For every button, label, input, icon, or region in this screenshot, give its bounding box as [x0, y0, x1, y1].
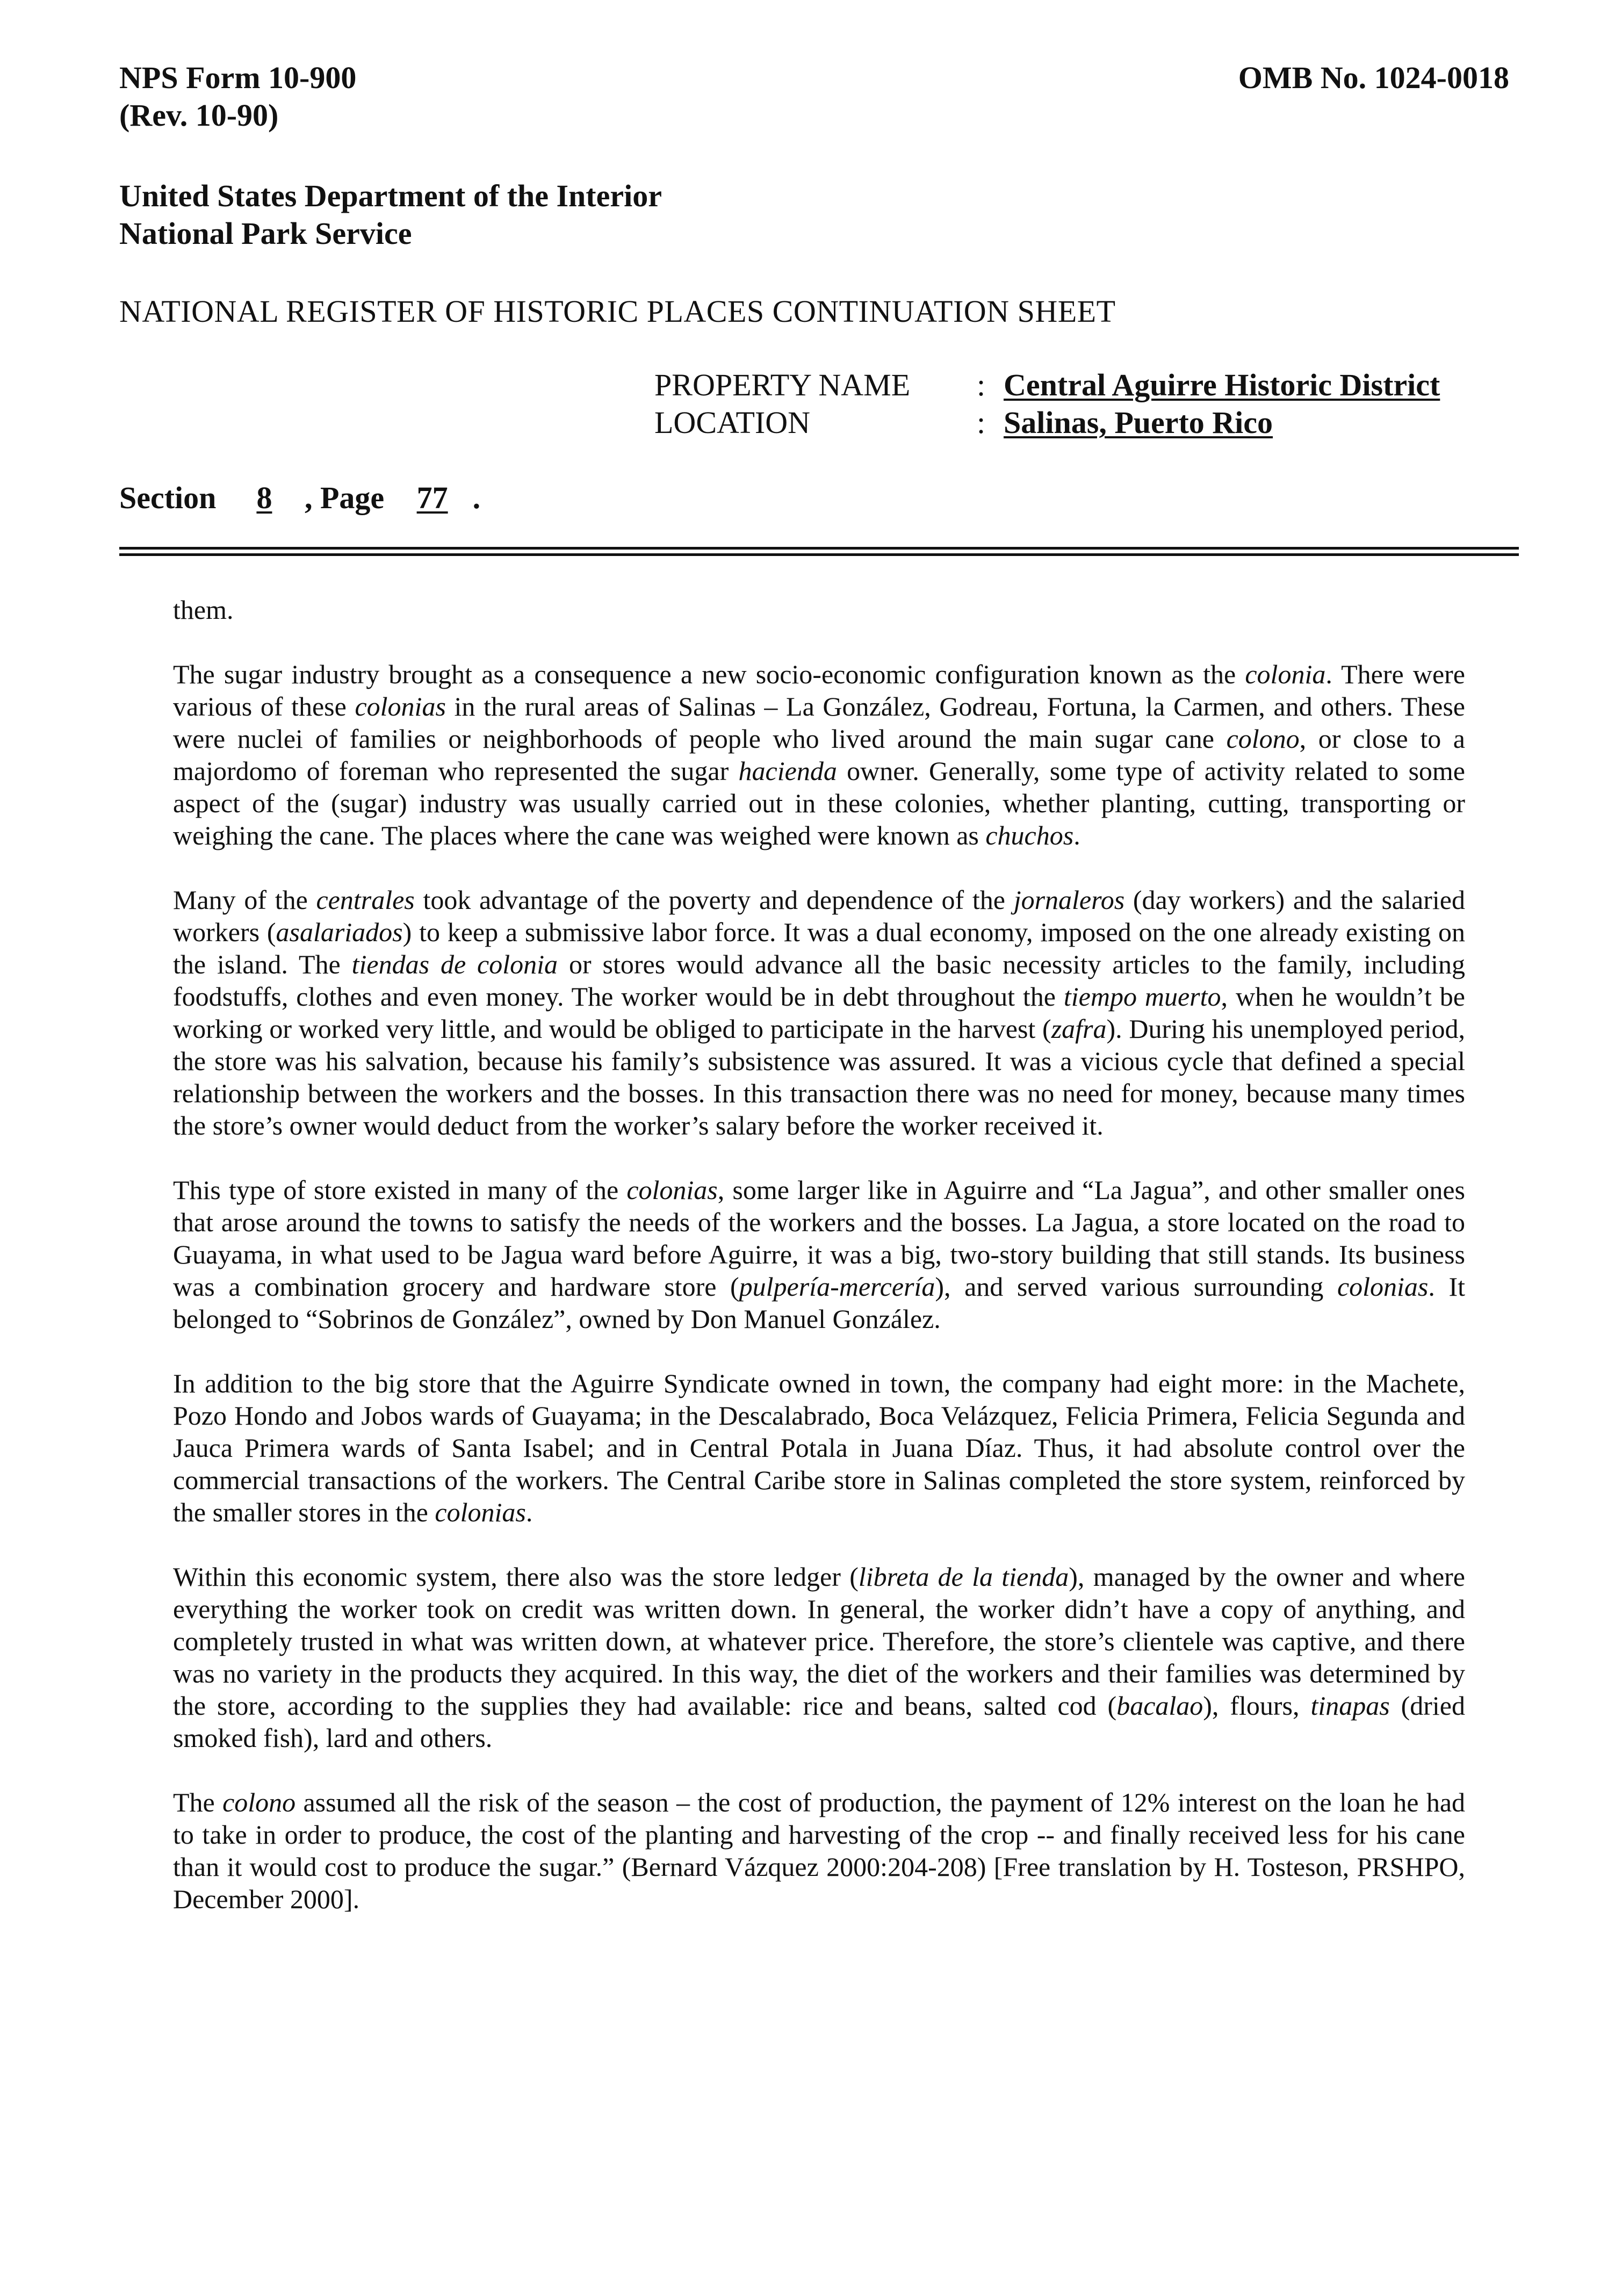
italic-term: colonia — [1245, 659, 1326, 689]
body-paragraph — [173, 1174, 1465, 1335]
form-number: NPS Form 10-900 — [119, 60, 357, 95]
text-run: . — [1073, 820, 1080, 850]
body-paragraph — [173, 658, 1465, 851]
section-separator: , — [304, 480, 313, 515]
agency-block — [119, 177, 662, 252]
property-name-label: PROPERTY NAME — [654, 367, 911, 402]
text-run: , some larger like in Aguirre and “La Jagua”, and other smaller ones that arose around the towns to satisfy the needs of the workers and the bosses. La Jagua, a store located on the road to Guayama, in what used to be Jagua ward before Aguirre, it was a big, two-story building that still stands. Its business was a combination grocery and hardware store ( — [173, 1175, 1466, 1302]
department-name: United States Department of the Interior — [119, 178, 662, 213]
text-run: owner. Generally, some type of activity related to some aspect of the (sugar) industry was usually carried out in these colonies, whether planting, cutting, transporting or weighing the cane. The places where the cane was weighed were known as — [173, 756, 1465, 850]
section-page-line — [119, 479, 480, 517]
italic-term: colonias — [626, 1175, 718, 1205]
location-label: LOCATION — [654, 405, 810, 440]
italic-term: tiendas de colonia — [351, 949, 558, 979]
page-terminator: . — [472, 480, 481, 515]
location-value: Salinas, Puerto Rico — [1004, 405, 1273, 440]
body-paragraph — [173, 1561, 1465, 1754]
text-run: in the rural areas of Salinas – La González, Godreau, Fortuna, la Carmen, and others. These were nuclei of families or neighborhoods of people who lived around the main sugar cane — [173, 691, 1466, 754]
property-info — [654, 366, 1440, 442]
text-run: (dried smoked fish), lard and others. — [173, 1691, 1465, 1753]
italic-term: hacienda — [738, 756, 837, 786]
italic-term: pulpería-mercería — [739, 1272, 935, 1302]
text-run: ). During his unemployed period, the store was his salvation, because his family’s subsistence was assured. It was a vicious cycle that defined a special relationship between the workers and the bosses. In this transaction there was no need for money, because many times the store’s owner would deduct from the worker’s salary before the worker received it. — [173, 1014, 1465, 1140]
page-label: Page — [320, 480, 385, 515]
text-run: The sugar industry brought as a consequence a new socio-economic configuration known as the — [173, 659, 1245, 689]
italic-term: tiempo muerto — [1063, 981, 1221, 1012]
text-run: them. — [173, 595, 234, 625]
text-run: . There were various of these — [173, 659, 1465, 721]
omb-number: OMB No. 1024-0018 — [1238, 60, 1509, 95]
text-run: ), and served various surrounding — [935, 1272, 1337, 1302]
italic-term: centrales — [316, 885, 415, 915]
text-run: or stores would advance all the basic necessity articles to the family, including foodstuffs, clothes and even money. The worker would be in debt throughout the — [173, 949, 1465, 1012]
body-paragraph — [173, 1367, 1465, 1528]
text-run: The — [173, 1787, 223, 1817]
italic-term: libreta de la tienda — [858, 1562, 1069, 1592]
section-label: Section — [119, 480, 217, 515]
form-identifier — [119, 59, 356, 134]
italic-term: zafra — [1051, 1014, 1107, 1044]
form-title: NATIONAL REGISTER OF HISTORIC PLACES CONTINUATION SHEET — [119, 294, 1116, 329]
agency-name: National Park Service — [119, 216, 412, 251]
italic-term: colono — [1226, 724, 1300, 754]
body-paragraph — [173, 884, 1465, 1142]
form-revision: (Rev. 10-90) — [119, 98, 279, 133]
header-rule-top — [119, 547, 1519, 550]
text-run: , or close to a majordomo of foreman who represented the sugar — [173, 724, 1465, 786]
italic-term: colonias — [355, 691, 446, 721]
italic-term: colono — [222, 1787, 296, 1817]
text-run: This type of store existed in many of the — [173, 1175, 627, 1205]
property-name-value: Central Aguirre Historic District — [1004, 367, 1440, 402]
text-run: took advantage of the poverty and dependence of the — [414, 885, 1014, 915]
text-run: assumed all the risk of the season – the cost of production, the payment of 12% interest on the loan he had to take in order to produce, the cost of the planting and harvesting of the crop -- and finally received less for his cane than it would cost to produce the sugar.” (Bernard Vázquez 2000:204-208) [Free translation by H. Tosteson, PRSHPO, December 2000]. — [173, 1787, 1466, 1914]
italic-term: tinapas — [1310, 1691, 1390, 1721]
property-name-colon: : — [977, 367, 986, 402]
italic-term: jornaleros — [1013, 885, 1125, 915]
section-number: 8 — [256, 480, 272, 515]
location-row — [654, 404, 1440, 442]
italic-term: colonias — [1337, 1272, 1429, 1302]
italic-term: bacalao — [1116, 1691, 1203, 1721]
page-number: 77 — [416, 480, 448, 515]
property-name-row — [654, 366, 1440, 404]
body-paragraph — [173, 594, 1465, 626]
italic-term: colonias — [435, 1497, 526, 1527]
text-run: Within this economic system, there also was the store ledger ( — [173, 1562, 859, 1592]
location-colon: : — [977, 405, 986, 440]
text-run: . It belonged to “Sobrinos de González”, owned by Don Manuel González. — [173, 1272, 1465, 1334]
text-run: ), flours, — [1203, 1691, 1311, 1721]
text-run: ), managed by the owner and where everything the worker took on credit was written down. In general, the worker didn’t have a copy of anything, and completely trusted in what was written down, at whatever price. Therefore, the store’s clientele was captive, and there was no variety in the products they acquired. In this way, the diet of the workers and their families was determined by the store, according to the supplies they had available: rice and beans, salted cod ( — [173, 1562, 1465, 1721]
body-text — [173, 594, 1465, 1947]
text-run: ) to keep a submissive labor force. It was a dual economy, imposed on the one already existing on the island. The — [173, 917, 1465, 979]
header-rule-bottom — [119, 553, 1519, 556]
text-run: Many of the — [173, 885, 316, 915]
text-run: (day workers) and the salaried workers ( — [173, 885, 1465, 947]
italic-term: chuchos — [985, 820, 1074, 850]
italic-term: asalariados — [276, 917, 403, 947]
text-run: In addition to the big store that the Aguirre Syndicate owned in town, the company had eight more: in the Machete, Pozo Hondo and Jobos wards of Guayama; in the Descalabrado, Boca Velázquez, Felicia Primera, Felicia Segunda and Jauca Primera wards of Santa Isabel; and in Central Potala in Juana Díaz. Thus, it had absolute control over the commercial transactions of the workers. The Central Caribe store in Salinas completed the store system, reinforced by the smaller stores in the — [173, 1368, 1465, 1527]
body-paragraph — [173, 1786, 1465, 1915]
text-run: . — [525, 1497, 533, 1527]
text-run: , when he wouldn’t be working or worked very little, and would be obliged to participate in the harvest ( — [173, 981, 1466, 1044]
